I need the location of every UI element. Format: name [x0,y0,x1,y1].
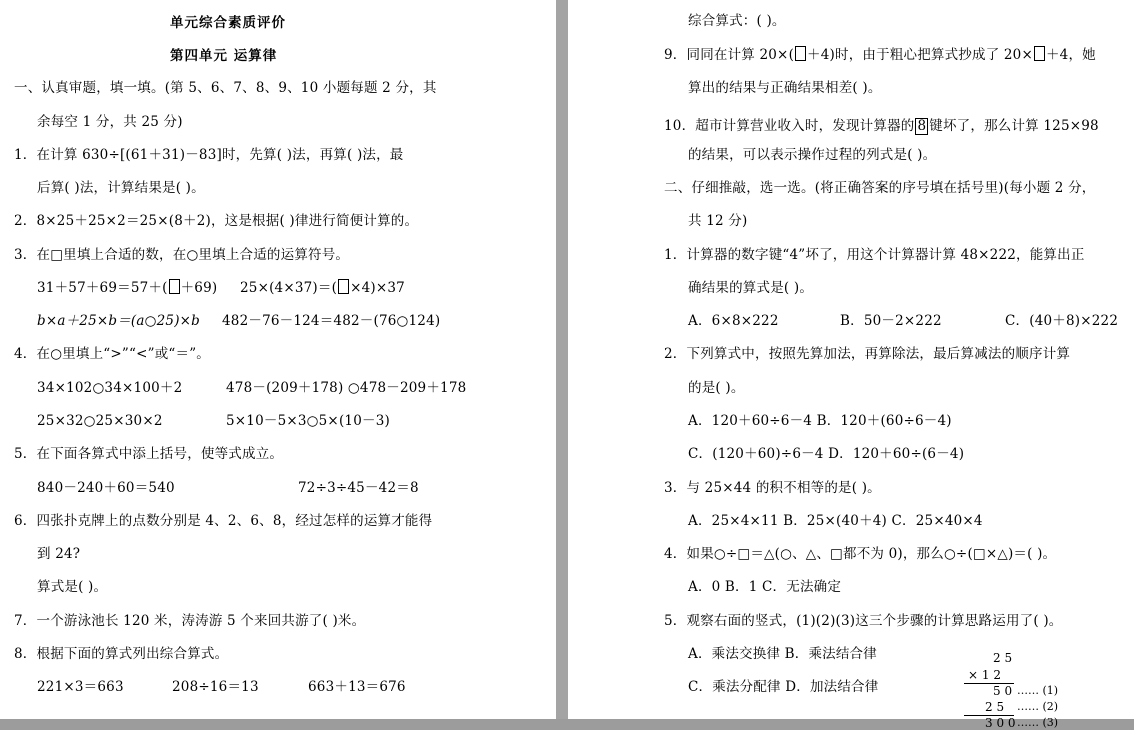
choice-4-options: A．0 B．1 C．无法确定 [688,579,842,595]
choice-2-options-ab: A．120＋60÷6－4 B．120＋(60÷6－4) [688,413,952,429]
vm-row-2-tag: …… (2) [1017,700,1059,713]
blank-square-icon [338,279,349,294]
q3b-text: 25×(4×37)＝( [240,280,338,296]
page-title: 单元综合素质评价 [170,15,286,31]
vm-row-2: 2 5 [985,700,1005,714]
q9-text-c: ＋4，她 [1045,47,1096,63]
choice-3: 3．与 25×44 的积不相等的是( )。 [664,480,881,496]
question-8: 8．根据下面的算式列出综合算式。 [14,646,229,662]
question-7: 7．一个游泳池长 120 米，涛涛游 5 个来回共游了( )米。 [14,613,366,629]
choice-5: 5．观察右面的竖式，(1)(2)(3)这三个步骤的计算思路运用了( )。 [664,613,1063,629]
q9-text-b: ＋4)时，由于粗心把算式抄成了 20× [807,47,1033,63]
question-10 [664,117,1099,135]
document-page-right [568,0,1134,730]
vertical-multiplication [960,648,1070,730]
question-2: 2．8×25＋25×2＝25×(8＋2)，这是根据( )律进行简便计算的。 [14,213,419,229]
question-4-item-a: 34×102○34×100＋2 [37,380,183,396]
question-3-item-c: b×a＋25×b＝(a○25)×b [37,313,201,329]
question-5: 5．在下面各算式中添上括号，使等式成立。 [14,446,284,462]
vm-multiplier: × 1 2 [968,668,1001,682]
page-gutter [556,0,568,719]
vm-multiplicand: 2 5 [993,651,1013,665]
choice-2: 2．下列算式中，按照先算加法，再算除法，最后算减法的顺序计算 [664,346,1071,362]
q3a-text: 31＋57＋69＝57＋( [37,280,168,296]
question-1-cont: 后算( )法，计算结果是( )。 [37,180,205,196]
section-one-heading-cont: 余每空 1 分，共 25 分) [37,114,183,130]
choice-1-cont: 确结果的算式是( )。 [688,280,814,296]
choice-2-options-cd: C．(120＋60)÷6－4 D．120＋60÷(6－4) [688,446,965,462]
q3b-end: ×4)×37 [350,280,405,296]
q10-text-b: 键坏了，那么计算 125×98 [929,118,1099,134]
choice-3-options: A．25×4×11 B．25×(40＋4) C．25×40×4 [688,513,983,529]
question-5-item-a: 840－240＋60＝540 [37,480,175,496]
choice-2-cont: 的是( )。 [688,380,745,396]
section-two-heading: 二、仔细推敲，选一选。(将正确答案的序号填在括号里)(每小题 2 分， [664,180,1096,196]
question-6-cont: 到 24? [37,546,81,562]
q9-text-a: 9．同同在计算 20×( [664,47,795,63]
section-two-heading-cont: 共 12 分) [688,213,748,229]
question-5-item-b: 72÷3÷45－42＝8 [298,480,419,496]
question-4-item-b: 478－(209＋178) ○478－209＋178 [226,380,467,396]
choice-1-option-a: A．6×8×222 [688,313,779,329]
choice-5-options-ab: A．乘法交换律 B．乘法结合律 [688,646,877,662]
question-4-item-c: 25×32○25×30×2 [37,413,163,429]
question-3-item-a [37,279,217,297]
choice-1-option-c: C．(40＋8)×222 [1005,313,1119,329]
blank-square-icon [1034,46,1045,61]
question-8-expr-a: 221×3＝663 [37,679,124,695]
blank-square-icon [795,46,806,61]
vm-row-3: 3 0 0 [985,716,1016,730]
choice-1-option-b: B．50－2×222 [840,313,942,329]
question-3-item-d: 482－76－124＝482－(76○124) [222,313,441,329]
question-8-expr-b: 208÷16＝13 [172,679,259,695]
section-one-heading: 一、认真审题，填一填。(第 5、6、7、8、9、10 小题每题 2 分，其 [14,80,437,96]
vm-row-1: 5 0 [993,684,1013,698]
question-4: 4．在○里填上“>”“<”或“＝”。 [14,346,211,362]
vm-row-1-tag: …… (1) [1017,684,1059,697]
question-8-expr-c: 663＋13＝676 [308,679,406,695]
choice-5-options-cd: C．乘法分配律 D．加法结合律 [688,679,879,695]
q10-text-a: 10．超市计算营业收入时，发现计算器的 [664,118,915,134]
question-6: 6．四张扑克牌上的点数分别是 4、2、6、8，经过怎样的运算才能得 [14,513,433,529]
question-4-item-d: 5×10－5×3○5×(10－3) [226,413,390,429]
question-9-cont: 算出的结果与正确结果相差( )。 [688,80,882,96]
question-3: 3．在□里填上合适的数，在○里填上合适的运算符号。 [14,247,350,263]
question-10-cont: 的结果，可以表示操作过程的列式是( )。 [688,147,937,163]
question-8-answer: 综合算式：( )。 [688,13,786,29]
choice-4: 4．如果○÷□＝△(○、△、□都不为 0)，那么○÷(□×△)＝( )。 [664,546,1057,562]
question-6-answer: 算式是( )。 [37,579,108,595]
question-9 [664,46,1096,64]
unit-subtitle: 第四单元 运算律 [170,48,278,64]
vm-row-3-tag: …… (3) [1017,716,1059,729]
document-page-left [0,0,556,719]
blank-square-icon [169,279,180,294]
calculator-key-icon: 8 [917,118,927,134]
question-1: 1．在计算 630÷[(61＋31)－83]时，先算( )法，再算( )法，最 [14,147,404,163]
question-3-item-b [240,279,405,297]
q3a-end: ＋69) [180,280,218,296]
choice-1: 1．计算器的数字键“4”坏了，用这个计算器计算 48×222，能算出正 [664,247,1085,263]
